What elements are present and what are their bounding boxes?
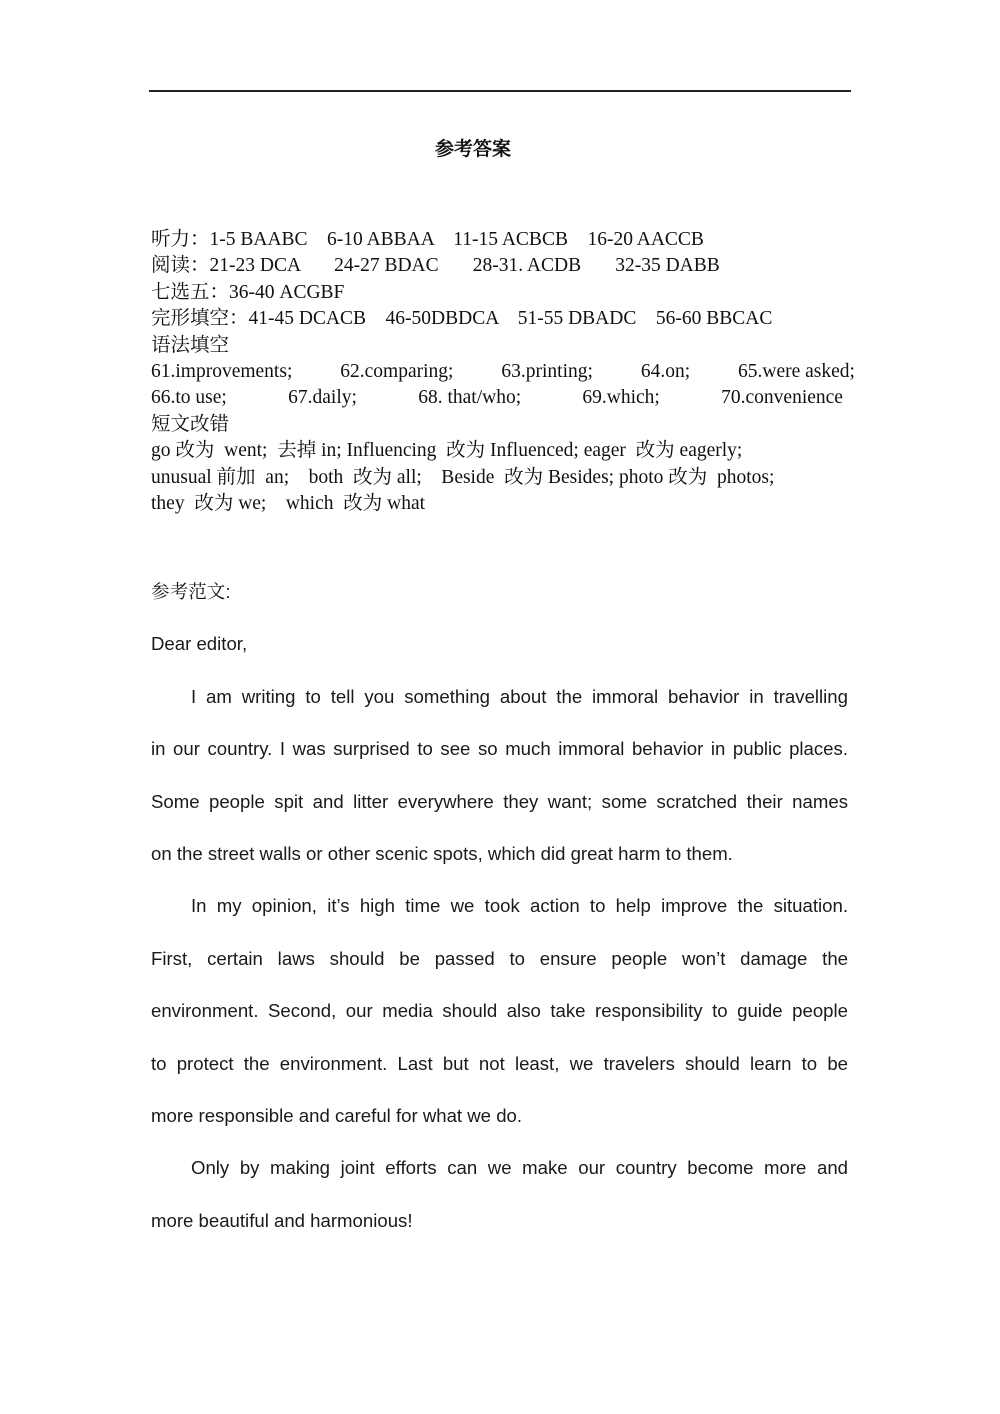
- correction-heading: 短文改错: [151, 413, 230, 435]
- header-rule: [149, 90, 851, 92]
- essay-line: environment. Second, our media should also take responsibility to guide people: [151, 1000, 848, 1022]
- essay-line: First, certain laws should be passed to ensure people won’t damage the: [151, 947, 848, 969]
- essay-line: more responsible and careful for what we do.: [151, 1104, 523, 1126]
- answer-row-reading: 阅读：21-23 DCA 24-27 BDAC 28-31. ACDB 32-35 DABB: [151, 255, 720, 277]
- grammar-row-1: [151, 359, 855, 385]
- correction-row: they 改为 we; which 改为 what: [151, 492, 426, 514]
- sample-essay: [151, 575, 848, 1256]
- answer-row-cloze: 完形填空：41-45 DCACB 46-50DBDCA 51-55 DBADC 56-60 BBCAC: [151, 308, 773, 330]
- essay-line: Some people spit and litter everywhere they want; some scratched their names: [151, 790, 848, 812]
- grammar-answer: 67.daily;: [288, 387, 357, 409]
- essay-line: in our country. I was surprised to see so much immoral behavior in public places.: [151, 738, 848, 760]
- grammar-answer: 65.were asked;: [738, 360, 855, 382]
- grammar-answer: 64.on;: [640, 360, 691, 382]
- grammar-answer: 66.to use;: [151, 387, 227, 409]
- grammar-answer: 63.printing;: [501, 360, 593, 382]
- answer-row-listening: 听力：1-5 BAABC 6-10 ABBAA 11-15 ACBCB 16-20 AACCB: [151, 229, 704, 250]
- essay-line: In my opinion, it’s high time we took action to help improve the situation.: [191, 895, 848, 917]
- answer-key: [151, 227, 855, 517]
- grammar-answer: 62.comparing;: [340, 360, 454, 382]
- grammar-row-2: [151, 385, 843, 411]
- essay-line: I am writing to tell you something about the immoral behavior in travelling: [191, 685, 848, 707]
- essay-heading: 参考范文:: [151, 581, 231, 602]
- grammar-answer: 70.convenience: [721, 387, 843, 409]
- correction-row: go 改为 went; 去掉 in; Influencing 改为 Influenced; eager 改为 eagerly;: [151, 440, 743, 462]
- grammar-answer: 69.which;: [582, 387, 660, 409]
- essay-line: more beautiful and harmonious!: [151, 1209, 413, 1231]
- essay-line: to protect the environment. Last but not least, we travelers should learn to be: [151, 1052, 848, 1074]
- grammar-answer: 68. that/who;: [418, 387, 522, 409]
- page-title: 参考答案: [434, 138, 511, 160]
- essay-line: Only by making joint efforts can we make our country become more and: [191, 1157, 848, 1179]
- essay-line: on the street walls or other scenic spots, which did great harm to them.: [151, 842, 733, 864]
- grammar-answer: 61.improvements;: [151, 360, 293, 382]
- essay-greeting: Dear editor,: [151, 633, 248, 655]
- answer-row-seven-choose-five: 七选五：36-40 ACGBF: [151, 281, 345, 303]
- correction-row: unusual 前加 an; both 改为 all; Beside 改为 Besides; photo 改为 photos;: [151, 466, 775, 488]
- grammar-heading: 语法填空: [151, 334, 230, 356]
